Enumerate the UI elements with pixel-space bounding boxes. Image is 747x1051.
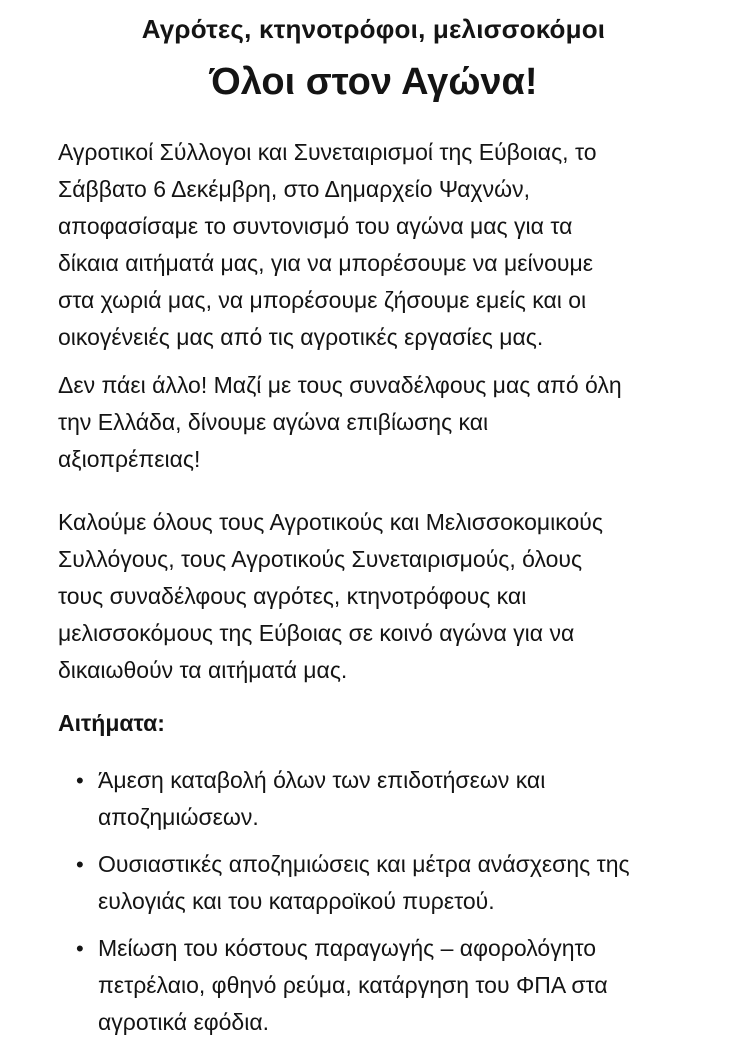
- document-subtitle: Αγρότες, κτηνοτρόφοι, μελισσοκόμοι: [141, 14, 606, 44]
- paragraph-line: την Ελλάδα, δίνουμε αγώνα επιβίωσης και: [58, 409, 489, 435]
- demands-heading: Αιτήματα:: [58, 710, 165, 736]
- bullet-icon: •: [76, 852, 84, 877]
- bullet-icon: •: [76, 768, 84, 793]
- paragraph-struggle: [58, 367, 708, 478]
- paragraph-line: οικογένειές μας από τις αγροτικές εργασίες μας.: [58, 324, 544, 350]
- paragraph-intro: [58, 134, 708, 356]
- paragraph-line: αποφασίσαμε το συντονισμό του αγώνα μας για τα: [58, 213, 573, 239]
- paragraph-line: Καλούμε όλους τους Αγροτικούς και Μελισσοκομικούς: [58, 509, 603, 535]
- paragraph-line: μελισσοκόμους της Εύβοιας σε κοινό αγώνα για να: [58, 620, 575, 646]
- paragraph-line: Δεν πάει άλλο! Μαζί με τους συναδέλφους μας από όλη: [58, 372, 622, 398]
- demand-item: [58, 930, 708, 1041]
- demands-list: [58, 762, 708, 1051]
- demand-line: Μείωση του κόστους παραγωγής – αφορολόγητο: [98, 935, 597, 961]
- paragraph-call: [58, 504, 708, 689]
- demand-line: πετρέλαιο, φθηνό ρεύμα, κατάργηση του ΦΠΑ στα: [98, 972, 608, 998]
- bullet-icon: •: [76, 936, 84, 961]
- demand-line: ευλογιάς και του καταρροϊκού πυρετού.: [98, 888, 495, 914]
- paragraph-line: δίκαια αιτήματά μας, για να μπορέσουμε να μείνουμε: [58, 250, 593, 276]
- paragraph-line: Σάββατο 6 Δεκέμβρη, στο Δημαρχείο Ψαχνών,: [58, 176, 530, 202]
- paragraph-line: στα χωριά μας, να μπορέσουμε ζήσουμε εμείς και οι: [58, 287, 587, 313]
- demand-line: αποζημιώσεων.: [98, 804, 259, 830]
- demand-line: Ουσιαστικές αποζημιώσεις και μέτρα ανάσχεσης της: [98, 851, 630, 877]
- demand-line: αγροτικά εφόδια.: [98, 1009, 270, 1035]
- demand-line: Άμεση καταβολή όλων των επιδοτήσεων και: [98, 767, 546, 793]
- paragraph-line: Αγροτικοί Σύλλογοι και Συνεταιρισμοί της Εύβοιας, το: [58, 139, 597, 165]
- paragraph-line: τους συναδέλφους αγρότες, κτηνοτρόφους και: [58, 583, 527, 609]
- demand-item: [58, 762, 708, 836]
- document-title: Όλοι στον Αγώνα!: [209, 61, 538, 103]
- paragraph-line: Συλλόγους, τους Αγροτικούς Συνεταιρισμούς, όλους: [58, 546, 583, 572]
- paragraph-line: αξιοπρέπειας!: [58, 446, 201, 472]
- demand-item: [58, 846, 708, 920]
- paragraph-line: δικαιωθούν τα αιτήματά μας.: [58, 657, 348, 683]
